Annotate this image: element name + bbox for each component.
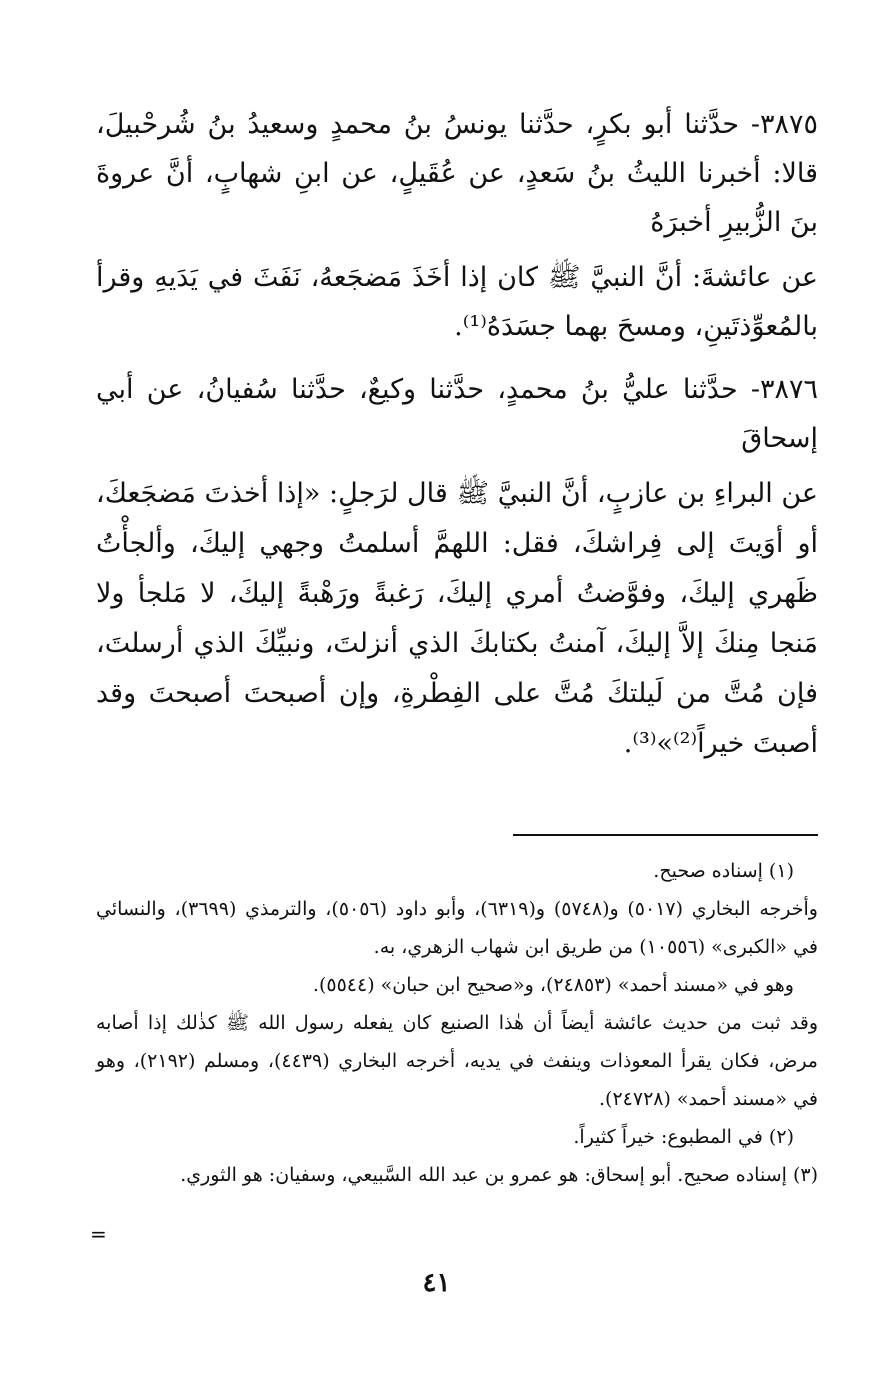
continuation-mark: =	[90, 1222, 107, 1246]
hadith-3875-chain: ٣٨٧٥- حدَّثنا أبو بكرٍ، حدَّثنا يونسُ بنُ محمدٍ وسعيدُ بنُ شُرحْبيلَ، قالا: أخبرنا الليثُ بنُ سَعدٍ، عن عُقَيلٍ، عن ابنِ شهابٍ، أنَّ عروةَ بنَ الزُّبيرِ أخبرَهُ	[96, 109, 818, 238]
footnote-2: (٢) في المطبوع: خيراً كثيراً.	[573, 1126, 794, 1148]
footnote-3: (٣) إسناده صحيح. أبو إسحاق: هو عمرو بن عبد الله السَّبيعي، وسفيان: هو الثوري.	[180, 1164, 818, 1186]
footnotes-section	[96, 852, 818, 1194]
footnote-divider	[513, 834, 818, 836]
hadith-3876-chain: ٣٨٧٦- حدَّثنا عليُّ بنُ محمدٍ، حدَّثنا وكيعٌ، حدَّثنا سُفيانُ، عن أبي إسحاقَ	[96, 374, 818, 454]
hadith-3876-text: عن البراءِ بن عازبٍ، أنَّ النبيَّ ﷺ قال لرَجلٍ: «إذا أخذتَ مَضجَعكَ، أو أوَيتَ إلى فِراشكَ، فقل: اللهمَّ أسلمتُ وجهي إليكَ، وألجأْتُ ظَهري إليكَ، وفوَّضتُ أمري إليكَ، رَغبةً ورَهْبةً إليكَ، لا مَلجأ ولا مَنجا مِنكَ إلاَّ إليكَ، آمنتُ بكتابكَ الذي أنزلتَ، ونبيِّكَ الذي أرسلتَ، فإن مُتَّ من لَيلتكَ مُتَّ على الفِطْرةِ، وإن أصبحتَ أصبحتَ وقد أصبتَ خيراً⁽²⁾»⁽³⁾.	[96, 478, 818, 759]
footnote-1: (١) إسناده صحيح.	[653, 860, 794, 882]
footnote-1-note: وقد ثبت من حديث عائشة أيضاً أن هٰذا الصنيع كان يفعله رسول الله ﷺ كذٰلك إذا أصابه مرض، فكان يقرأ المعوذات وينفث في يديه، أخرجه البخاري (٤٤٣٩)، ومسلم (٢١٩٢)، وهو في «مسند أحمد» (٢٤٧٢٨).	[96, 1012, 818, 1110]
main-text	[96, 100, 818, 779]
footnote-1-musnad: وهو في «مسند أحمد» (٢٤٨٥٣)، و«صحيح ابن حبان» (٥٥٤٤).	[312, 974, 794, 996]
hadith-3875-text: عن عائشةَ: أنَّ النبيَّ ﷺ كان إذا أخَذَ مَضجَعهُ، نَفَثَ في يَدَيهِ وقرأ بالمُعوِّذتَينِ، ومسحَ بهما جسَدَهُ⁽¹⁾.	[96, 262, 818, 342]
footnote-1-takhrij: وأخرجه البخاري (٥٠١٧) و(٥٧٤٨) و(٦٣١٩)، وأبو داود (٥٠٥٦)، والترمذي (٣٦٩٩)، والنسائي في «الكبرى» (١٠٥٥٦) من طريق ابن شهاب الزهري، به.	[96, 898, 818, 958]
page-number: ٤١	[422, 1268, 451, 1298]
